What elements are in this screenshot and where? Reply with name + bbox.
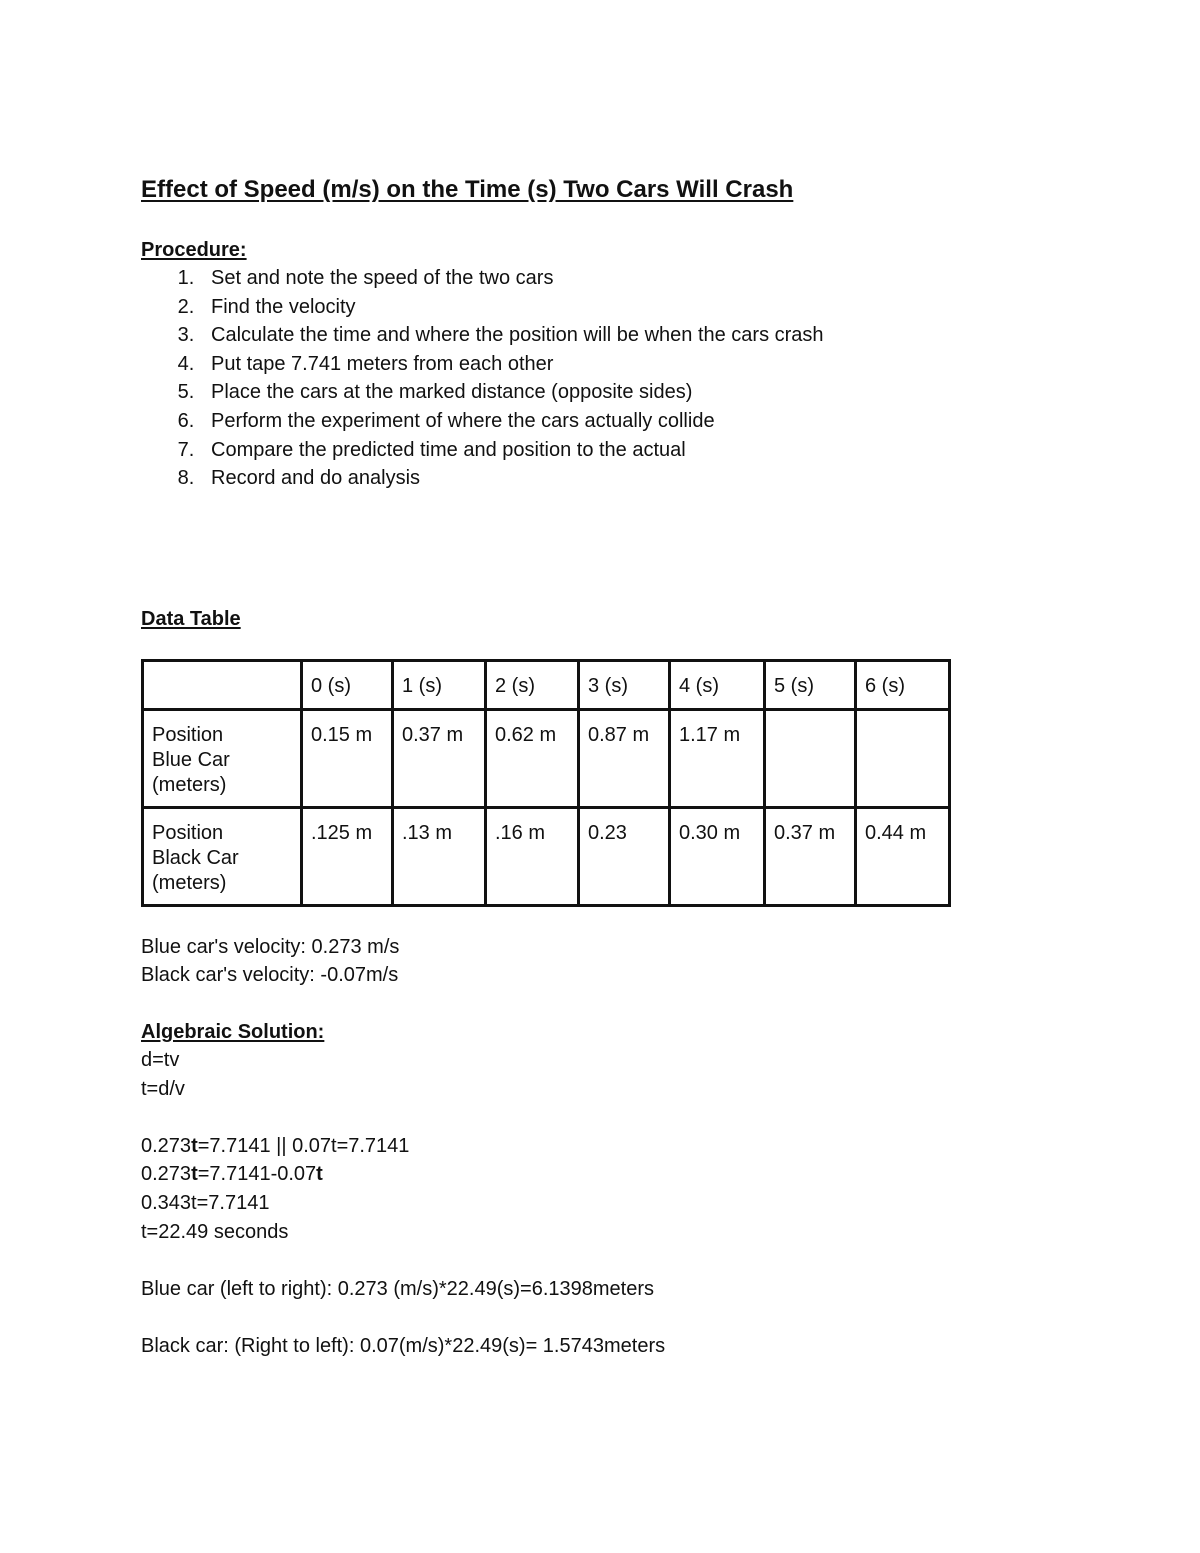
blue-car-result: Blue car (left to right): 0.273 (m/s)*22.49(s)=6.1398meters bbox=[141, 1277, 655, 1300]
row-label-line: Position bbox=[152, 821, 224, 844]
table-header-cell: 2 (s) bbox=[486, 660, 579, 709]
procedure-step: 6. Perform the experiment of where the cars actually collide bbox=[211, 407, 1041, 436]
table-cell: 1.17 m bbox=[670, 709, 765, 807]
equation-line bbox=[141, 1160, 1041, 1189]
black-car-result: Black car: (Right to left): 0.07(m/s)*22.49(s)= 1.5743meters bbox=[141, 1334, 666, 1357]
page-title: Effect of Speed (m/s) on the Time (s) Two Cars Will Crash bbox=[141, 176, 794, 203]
data-table bbox=[141, 659, 951, 907]
row-label-blue-car bbox=[143, 709, 302, 807]
table-cell: .125 m bbox=[302, 807, 393, 905]
procedure-heading: Procedure: bbox=[141, 239, 247, 261]
black-car-velocity: Black car's velocity: -0.07m/s bbox=[141, 964, 399, 987]
table-row bbox=[143, 709, 950, 807]
row-label-line: Position bbox=[152, 723, 224, 746]
procedure-step: 5. Place the cars at the marked distance (opposite sides) bbox=[211, 378, 1041, 407]
table-cell bbox=[765, 709, 856, 807]
equation-line: 0.343t=7.7141 bbox=[141, 1191, 270, 1214]
table-header-row bbox=[143, 660, 950, 709]
procedure-step: 3. Calculate the time and where the position will be when the cars crash bbox=[211, 321, 1041, 350]
equation-line bbox=[141, 1132, 1041, 1161]
spacer bbox=[141, 1103, 1041, 1132]
procedure-step: 2. Find the velocity bbox=[211, 293, 1041, 322]
table-header-cell: 5 (s) bbox=[765, 660, 856, 709]
row-label-line: Blue Car bbox=[152, 748, 230, 771]
procedure-list bbox=[141, 264, 1041, 493]
table-row bbox=[143, 807, 950, 905]
row-label-black-car bbox=[143, 807, 302, 905]
blue-car-velocity: Blue car's velocity: 0.273 m/s bbox=[141, 935, 400, 958]
procedure-step: 8. Record and do analysis bbox=[211, 464, 1041, 493]
spacer bbox=[141, 1303, 1041, 1332]
row-label-line: Black Car bbox=[152, 846, 239, 869]
data-table-heading: Data Table bbox=[141, 607, 241, 630]
procedure-step: 7. Compare the predicted time and position to the actual bbox=[211, 436, 1041, 465]
formula-line: t=d/v bbox=[141, 1077, 185, 1100]
equation-line: t=22.49 seconds bbox=[141, 1220, 289, 1243]
table-header-cell: 3 (s) bbox=[579, 660, 670, 709]
equation-part: =7.7141-0.07 bbox=[197, 1163, 317, 1186]
table-header-cell: 4 (s) bbox=[670, 660, 765, 709]
procedure-step: 4. Put tape 7.741 meters from each other bbox=[211, 350, 1041, 379]
row-label-line: (meters) bbox=[152, 773, 227, 796]
table-cell: 0.30 m bbox=[670, 807, 765, 905]
document-page bbox=[141, 172, 1041, 1360]
equation-variable: t bbox=[316, 1163, 323, 1186]
algebraic-solution-heading: Algebraic Solution: bbox=[141, 1020, 325, 1043]
table-header-cell: 1 (s) bbox=[393, 660, 486, 709]
table-cell: .16 m bbox=[486, 807, 579, 905]
velocities-block bbox=[141, 933, 1041, 990]
table-cell bbox=[856, 709, 950, 807]
row-label-line: (meters) bbox=[152, 871, 227, 894]
equation-part: 0.273 bbox=[141, 1163, 192, 1186]
equation-variable: t bbox=[191, 1163, 198, 1186]
table-header-cell: 6 (s) bbox=[856, 660, 950, 709]
table-cell: 0.87 m bbox=[579, 709, 670, 807]
equation-part: =7.7141 || 0.07t=7.7141 bbox=[197, 1134, 410, 1157]
equation-variable: t bbox=[191, 1134, 198, 1157]
table-cell: 0.15 m bbox=[302, 709, 393, 807]
table-cell: 0.23 bbox=[579, 807, 670, 905]
table-cell: 0.62 m bbox=[486, 709, 579, 807]
table-cell: 0.37 m bbox=[393, 709, 486, 807]
table-cell: .13 m bbox=[393, 807, 486, 905]
procedure-step: 1. Set and note the speed of the two cars bbox=[211, 264, 1041, 293]
equation-part: 0.273 bbox=[141, 1134, 192, 1157]
table-header-cell bbox=[143, 660, 302, 709]
spacer bbox=[141, 1246, 1041, 1275]
table-cell: 0.37 m bbox=[765, 807, 856, 905]
table-header-cell: 0 (s) bbox=[302, 660, 393, 709]
formula-line: d=tv bbox=[141, 1048, 180, 1071]
table-cell: 0.44 m bbox=[856, 807, 950, 905]
